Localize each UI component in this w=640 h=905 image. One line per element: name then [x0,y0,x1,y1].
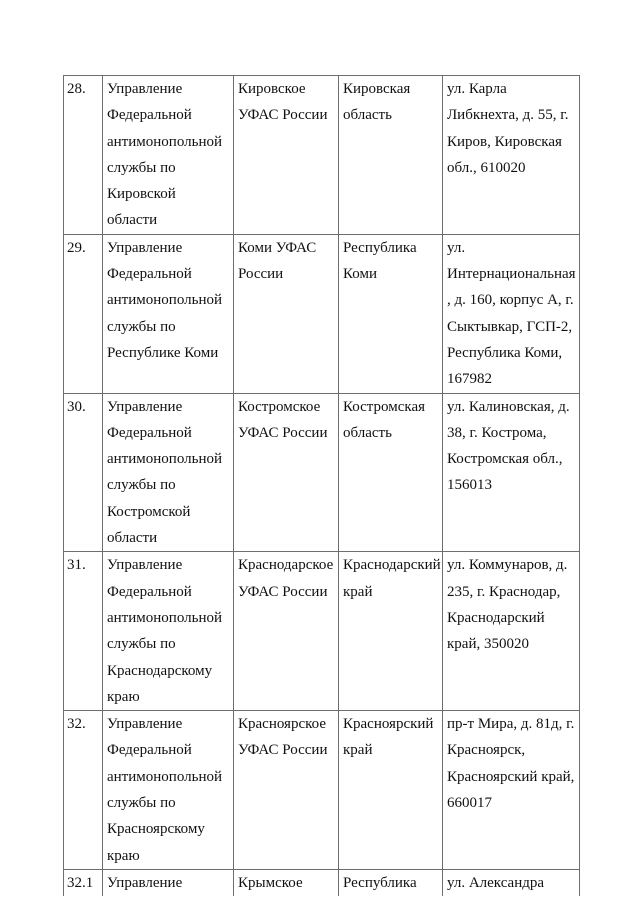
row-number: 30. [64,393,103,552]
organization-name-line: Управление [107,398,183,415]
organization-name-line: Красноярскому [107,821,205,838]
ufas-offices-table [63,75,580,896]
organization-name-line: области [107,530,158,547]
organization-name-line: службы по [107,477,176,494]
row-number: 29. [64,234,103,393]
short-name-line: России [238,266,284,283]
organization-name-line: службы по [107,318,176,335]
table-row [64,234,580,393]
table-row [64,869,580,896]
organization-name-line: службы по [107,159,176,176]
short-name-line: Коми УФАС [238,239,317,256]
organization-name-cell [103,552,234,711]
address-line: пр-т Мира, д. 81д, г. [447,716,575,733]
short-name-cell [234,711,339,870]
organization-name-line: краю [107,688,140,705]
organization-name-cell [103,234,234,393]
address-line: 660017 [447,795,492,812]
address-cell [443,552,580,711]
short-name-line: УФАС России [238,583,328,600]
short-name-cell [234,234,339,393]
address-line: Республика Коми, [447,344,563,361]
region-line: область [343,424,392,441]
organization-name-line: области [107,212,158,229]
address-cell [443,869,580,896]
address-line: ул. [447,239,466,256]
region-cell [339,234,443,393]
address-line: ул. Калиновская, д. [447,398,570,415]
address-line: Красноярский край, [447,768,575,785]
address-line: Интернациональная [447,266,576,283]
address-line: 156013 [447,477,492,494]
table-row [64,711,580,870]
organization-name-cell [103,711,234,870]
organization-name-cell [103,76,234,235]
organization-name-line: краю [107,847,140,864]
short-name-line: Краснодарское [238,557,334,574]
table-body [64,76,580,897]
short-name-line: Крымское [238,874,303,891]
table-row [64,76,580,235]
address-cell [443,711,580,870]
address-line: ул. Александра [447,874,545,891]
short-name-line: УФАС России [238,742,328,759]
short-name-line: Костромское [238,398,321,415]
organization-name-line: антимонопольной [107,609,222,626]
short-name-line: УФАС России [238,107,328,124]
organization-name-line: Федеральной [107,742,192,759]
organization-name-line: Управление [107,239,183,256]
organization-name-line: антимонопольной [107,133,222,150]
region-cell [339,869,443,896]
organization-name-line: Управление [107,874,183,891]
organization-name-line: Костромской [107,503,191,520]
address-line: Киров, Кировская [447,133,562,150]
organization-name-line: Управление [107,81,183,97]
address-line: 167982 [447,371,492,388]
address-line: Красноярск, [447,742,526,759]
row-number: 32. [64,711,103,870]
organization-name-line: Федеральной [107,266,192,283]
region-line: Республика [343,874,417,891]
address-line: , д. 160, корпус А, г. [447,292,574,309]
short-name-line: УФАС России [238,424,328,441]
region-line: Краснодарский [343,557,441,574]
region-cell [339,393,443,552]
address-cell [443,393,580,552]
region-line: край [343,742,373,759]
organization-name-line: Федеральной [107,424,192,441]
region-line: Кировская [343,81,411,97]
address-line: ул. Карла [447,81,507,97]
organization-name-line: Федеральной [107,583,192,600]
organization-name-line: Кировской [107,186,176,203]
address-line: обл., 610020 [447,159,526,176]
organization-name-line: Республике Коми [107,344,219,361]
organization-name-line: антимонопольной [107,768,222,785]
address-line: 235, г. Краснодар, [447,583,561,600]
short-name-line: Кировское [238,81,306,97]
region-line: Республика [343,239,417,256]
row-number: 31. [64,552,103,711]
organization-name-cell [103,393,234,552]
region-cell [339,552,443,711]
short-name-line: Красноярское [238,716,326,733]
address-line: Краснодарский [447,609,545,626]
organization-name-line: службы по [107,795,176,812]
organization-name-line: Управление [107,716,183,733]
address-cell [443,76,580,235]
row-number: 32.1 [64,869,103,896]
row-number: 28. [64,76,103,235]
address-line: ул. Коммунаров, д. [447,557,568,574]
organization-name-line: Федеральной [107,107,192,124]
region-line: Костромская [343,398,426,415]
address-line: Костромская обл., [447,451,563,468]
region-line: Красноярский [343,716,434,733]
address-line: Либкнехта, д. 55, г. [447,107,569,124]
short-name-cell [234,869,339,896]
region-cell [339,76,443,235]
organization-name-cell [103,869,234,896]
organization-name-line: Краснодарскому [107,662,213,679]
organization-name-line: антимонопольной [107,451,222,468]
short-name-cell [234,552,339,711]
address-line: 38, г. Кострома, [447,424,547,441]
organization-name-line: Управление [107,557,183,574]
table-row [64,552,580,711]
address-line: край, 350020 [447,636,529,653]
organization-name-line: антимонопольной [107,292,222,309]
organization-name-line: службы по [107,636,176,653]
short-name-cell [234,76,339,235]
region-line: край [343,583,373,600]
address-line: Сыктывкар, ГСП-2, [447,318,573,335]
address-cell [443,234,580,393]
short-name-cell [234,393,339,552]
region-cell [339,711,443,870]
region-line: область [343,107,392,124]
table-row [64,393,580,552]
region-line: Коми [343,266,377,283]
